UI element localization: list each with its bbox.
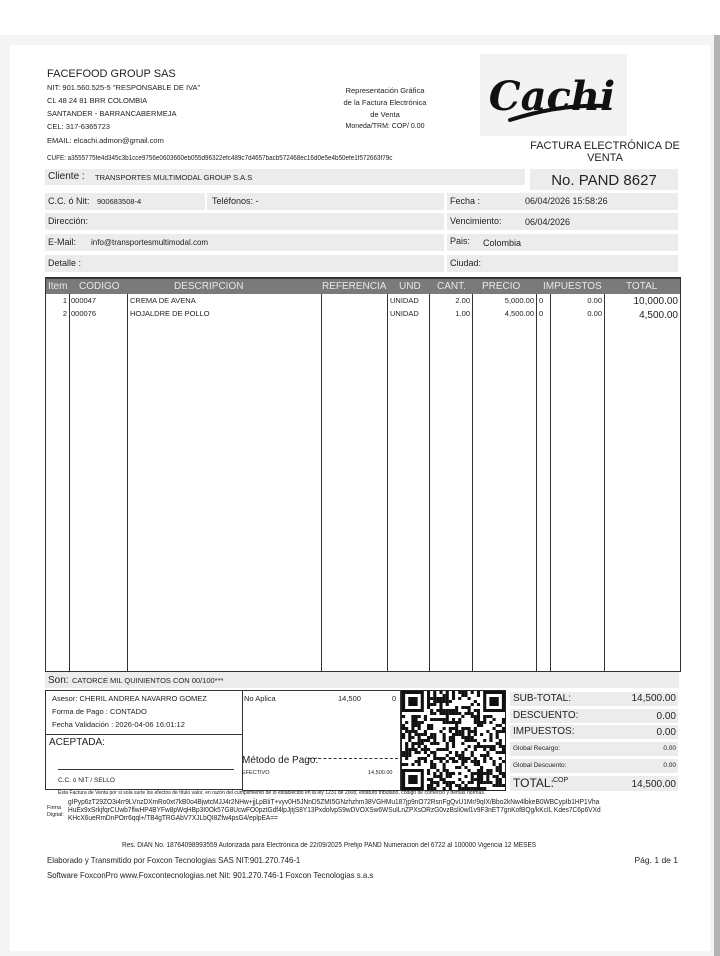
address-cell bbox=[45, 213, 444, 230]
representation-line3: de Venta bbox=[370, 110, 400, 119]
dian-resolution-text: Res. DIAN No. 18764098993559 Autorizada para Electrónica de 22/09/2025 Prefijo PAND Numeracion del 6722 al 100000 Vigencia 12 MESES bbox=[122, 842, 537, 849]
global-discount-row bbox=[510, 759, 678, 773]
acceptance-box bbox=[45, 734, 243, 790]
issuer-city: SANTANDER - BARRANCABERMEJA bbox=[47, 109, 177, 118]
vertical-scrollbar[interactable] bbox=[714, 35, 720, 956]
address-label: Dirección: bbox=[48, 216, 89, 226]
email-cell bbox=[45, 234, 444, 251]
row-item: 1 bbox=[62, 296, 67, 305]
client-value: TRANSPORTES MULTIMODAL GROUP S.A.S bbox=[95, 173, 253, 182]
legal-note bbox=[58, 790, 522, 796]
email-value: info@transportesmultimodal.com bbox=[91, 238, 209, 247]
validation-date: Fecha Validación : 2026-04-06 16:01:12 bbox=[52, 720, 185, 729]
header-reference: REFERENCIA bbox=[322, 281, 387, 292]
table-header bbox=[46, 279, 680, 294]
phones-cell bbox=[207, 193, 444, 210]
table-row bbox=[46, 309, 680, 321]
issuer-address: CL 48 24 81 BRR COLOMBIA bbox=[47, 96, 148, 105]
discount-row bbox=[510, 709, 678, 723]
table-row bbox=[46, 296, 680, 308]
global-discount-label: Global Descuento: bbox=[513, 762, 567, 769]
logo-text: Cachi bbox=[488, 73, 616, 120]
col-divider bbox=[127, 294, 128, 671]
subtotal-row bbox=[510, 692, 678, 706]
issuer-name: FACEFOOD GROUP SAS bbox=[47, 68, 176, 80]
date-cell bbox=[447, 193, 678, 210]
due-date-label: Vencimiento: bbox=[450, 216, 502, 226]
seal-label: C.C. ó NIT / SELLO bbox=[58, 777, 115, 784]
currency-trm: Moneda/TRM: COP/ 0.00 bbox=[345, 123, 425, 130]
software bbox=[47, 870, 402, 880]
subtotal-label: SUB-TOTAL: bbox=[513, 693, 571, 704]
date-value: 06/04/2026 15:58:26 bbox=[525, 196, 608, 206]
dian-resolution bbox=[122, 842, 567, 849]
row-description: CREMA DE AVENA bbox=[130, 296, 196, 305]
country-value: Colombia bbox=[483, 238, 522, 248]
due-date-cell bbox=[447, 213, 678, 230]
due-date-value: 06/04/2026 bbox=[525, 217, 571, 227]
detail-cell bbox=[45, 255, 444, 272]
signature-line-3: KHcX6ueRmDnPOrr6qql+/TB4gTRGAbV7XJLbQI8Zfw4psG4/eplpEA== bbox=[68, 813, 278, 822]
row-total: 10,000.00 bbox=[633, 296, 678, 307]
client-row bbox=[45, 169, 525, 185]
payment-method-amount: 14,500.00 bbox=[368, 770, 393, 776]
city-label: Ciudad: bbox=[450, 258, 482, 268]
row-description: HOJALDRE DE POLLO bbox=[130, 309, 210, 318]
signature-line-1: gIPyp6zT29ZO3i4rr9LVnzDXmRo0xt7kB0o4BjwtcMJJ4r2NHw+jjLpBIiT+vyv0H5JNnD5ZMI5GNzhzhm38VGHMu187jp9nO72RsnFgQvU1Mr/9qIX/Bbo2kNw4lbkeB0WBCypIb1HP1Vha bbox=[68, 797, 600, 806]
date-label: Fecha : bbox=[450, 196, 481, 206]
representation-line1: Representación Gráfica bbox=[345, 86, 425, 95]
header-unit: UND bbox=[399, 281, 421, 292]
total-value: 14,500.00 bbox=[631, 779, 676, 790]
issuer-nit: NIT: 901.560.525-5 "RESPONSABLE DE IVA" bbox=[47, 83, 201, 92]
row-tax: 0.00 bbox=[587, 296, 602, 305]
row-item: 2 bbox=[62, 309, 67, 318]
city-cell bbox=[447, 255, 678, 272]
discount-label: DESCUENTO: bbox=[513, 710, 579, 721]
col-divider bbox=[387, 294, 388, 671]
discount-value: 0.00 bbox=[656, 711, 676, 722]
page-number: Pág. 1 de 1 bbox=[634, 855, 678, 865]
issuer-phone: CEL: 317-6365723 bbox=[47, 122, 110, 131]
accepted-label: ACEPTADA: bbox=[49, 737, 105, 748]
qr-code bbox=[401, 690, 506, 791]
header-code: CODIGO bbox=[79, 281, 120, 292]
row-price: 4,500.00 bbox=[504, 309, 534, 318]
col-divider bbox=[69, 294, 70, 671]
col-divider bbox=[604, 294, 605, 671]
row-price: 5,000.00 bbox=[504, 296, 534, 305]
row-qty: 1.00 bbox=[455, 309, 470, 318]
country-label: Pais: bbox=[450, 236, 471, 246]
signature-line bbox=[58, 769, 234, 770]
payment-zero: 0 bbox=[392, 694, 397, 703]
phones-label: Teléfonos: - bbox=[212, 196, 259, 206]
col-divider bbox=[472, 294, 473, 671]
son-value: CATORCE MIL QUINIENTOS CON 00/100*** bbox=[72, 676, 224, 685]
not-applicable: No Aplica bbox=[244, 694, 276, 703]
payment-form: Forma de Pago : CONTADO bbox=[52, 707, 147, 716]
header-total: TOTAL bbox=[626, 281, 658, 292]
header-price: PRECIO bbox=[482, 281, 521, 292]
taxes-label: IMPUESTOS: bbox=[513, 726, 575, 737]
cufe bbox=[47, 155, 431, 162]
row-tax-pct: 0 bbox=[539, 309, 544, 318]
country-cell bbox=[447, 234, 678, 251]
cachi-logo bbox=[480, 54, 627, 136]
email-label: E-Mail: bbox=[48, 237, 77, 247]
col-divider bbox=[536, 294, 537, 671]
row-total: 4,500.00 bbox=[639, 310, 678, 321]
header-taxes: IMPUESTOS bbox=[543, 281, 602, 292]
advisor: Asesor: CHERIL ANDREA NAVARRO GOMEZ bbox=[52, 694, 207, 703]
total-currency: COP bbox=[553, 777, 569, 784]
total-row bbox=[510, 776, 678, 791]
global-surcharge-row bbox=[510, 742, 678, 756]
invoice-number-box bbox=[530, 169, 678, 190]
nit-cell bbox=[45, 193, 205, 210]
payment-box bbox=[242, 690, 401, 791]
header-qty: CANT. bbox=[437, 281, 466, 292]
producer bbox=[47, 855, 322, 865]
client-label: Cliente : bbox=[48, 171, 85, 182]
document-title: FACTURA ELECTRÓNICA DE VENTA bbox=[530, 140, 680, 164]
invoice-page bbox=[10, 45, 710, 951]
nit-label: C.C. ó Nit: bbox=[48, 196, 90, 206]
payment-amount-short: 14,500 bbox=[338, 694, 361, 703]
taxes-value: 0.00 bbox=[656, 727, 676, 738]
row-code: 000047 bbox=[71, 296, 97, 305]
global-discount-value: 0.00 bbox=[663, 762, 676, 769]
signature-label-2: Digital: bbox=[47, 812, 64, 818]
taxes-row bbox=[510, 725, 678, 739]
payment-method: EFECTIVO bbox=[242, 770, 270, 776]
row-tax-pct: 0 bbox=[539, 296, 544, 305]
row-unit: UNIDAD bbox=[390, 296, 419, 305]
issuer-email: EMAIL: elcachi.admon@gmail.com bbox=[47, 136, 164, 145]
son-label: Son: bbox=[48, 675, 69, 686]
detail-label: Detalle : bbox=[48, 258, 82, 268]
signature-line-2: HuEx9xSrkjfqrCUwb7flwHP4BYFw8pWqHBp3I0Ok57G8UcwFO0pztGdf4lpJjtjS8Y13PxdolvpS9wDVOXSw6WSulLnZPXsORzG0vzBsli0wl1v9F3nET7gnKofBQg/kKcIL Kdes7C6p6VXd bbox=[68, 805, 601, 814]
qr-code-pattern bbox=[402, 691, 505, 790]
digital-signature bbox=[68, 798, 677, 822]
software-text: Software FoxconPro www.Foxcontecnologias.net Nit: 901.270.746-1 Foxcon Tecnologias s.a.s bbox=[47, 870, 374, 880]
signature-label-1: Firma bbox=[47, 805, 62, 811]
invoice-number: No. PAND 8627 bbox=[551, 172, 657, 189]
global-surcharge-value: 0.00 bbox=[663, 745, 676, 752]
col-divider bbox=[550, 294, 551, 671]
total-label: TOTAL: bbox=[513, 776, 554, 790]
legal-note-text: Esta Factura de Venta por si sola surte los efectos de título valor, en razón del cumplimiento de lo establecido en la ley 1231 de 2008, estaturo tributario, código de comercio y demás normas. bbox=[58, 790, 486, 796]
row-tax: 0.00 bbox=[587, 309, 602, 318]
header-description: DESCRIPCION bbox=[174, 281, 244, 292]
nit-value: 900683508-4 bbox=[97, 197, 142, 206]
header-item: Item bbox=[48, 281, 68, 292]
row-qty: 2.00 bbox=[455, 296, 470, 305]
subtotal-value: 14,500.00 bbox=[631, 693, 676, 704]
amount-in-words-row bbox=[45, 672, 679, 688]
dashed-divider bbox=[308, 758, 398, 759]
advisor-box bbox=[45, 690, 243, 735]
row-code: 000076 bbox=[71, 309, 97, 318]
col-divider bbox=[429, 294, 430, 671]
row-unit: UNIDAD bbox=[390, 309, 419, 318]
col-divider bbox=[321, 294, 322, 671]
global-surcharge-label: Global Recargo: bbox=[513, 745, 560, 752]
cufe-text: CUFE: a3555775fe4d345c3b1cce9756e0603660eb055d96322efc489c7d4657bacb572468ec16d0e5e4b50efe1f572663f79c bbox=[47, 155, 393, 162]
producer-text: Elaborado y Transmitido por Foxcon Tecnologias SAS NIT:901.270.746-1 bbox=[47, 855, 301, 865]
items-table bbox=[45, 277, 681, 672]
payment-method-label: Método de Pago: bbox=[242, 755, 319, 766]
representation-line2: de la Factura Electrónica bbox=[343, 98, 427, 107]
